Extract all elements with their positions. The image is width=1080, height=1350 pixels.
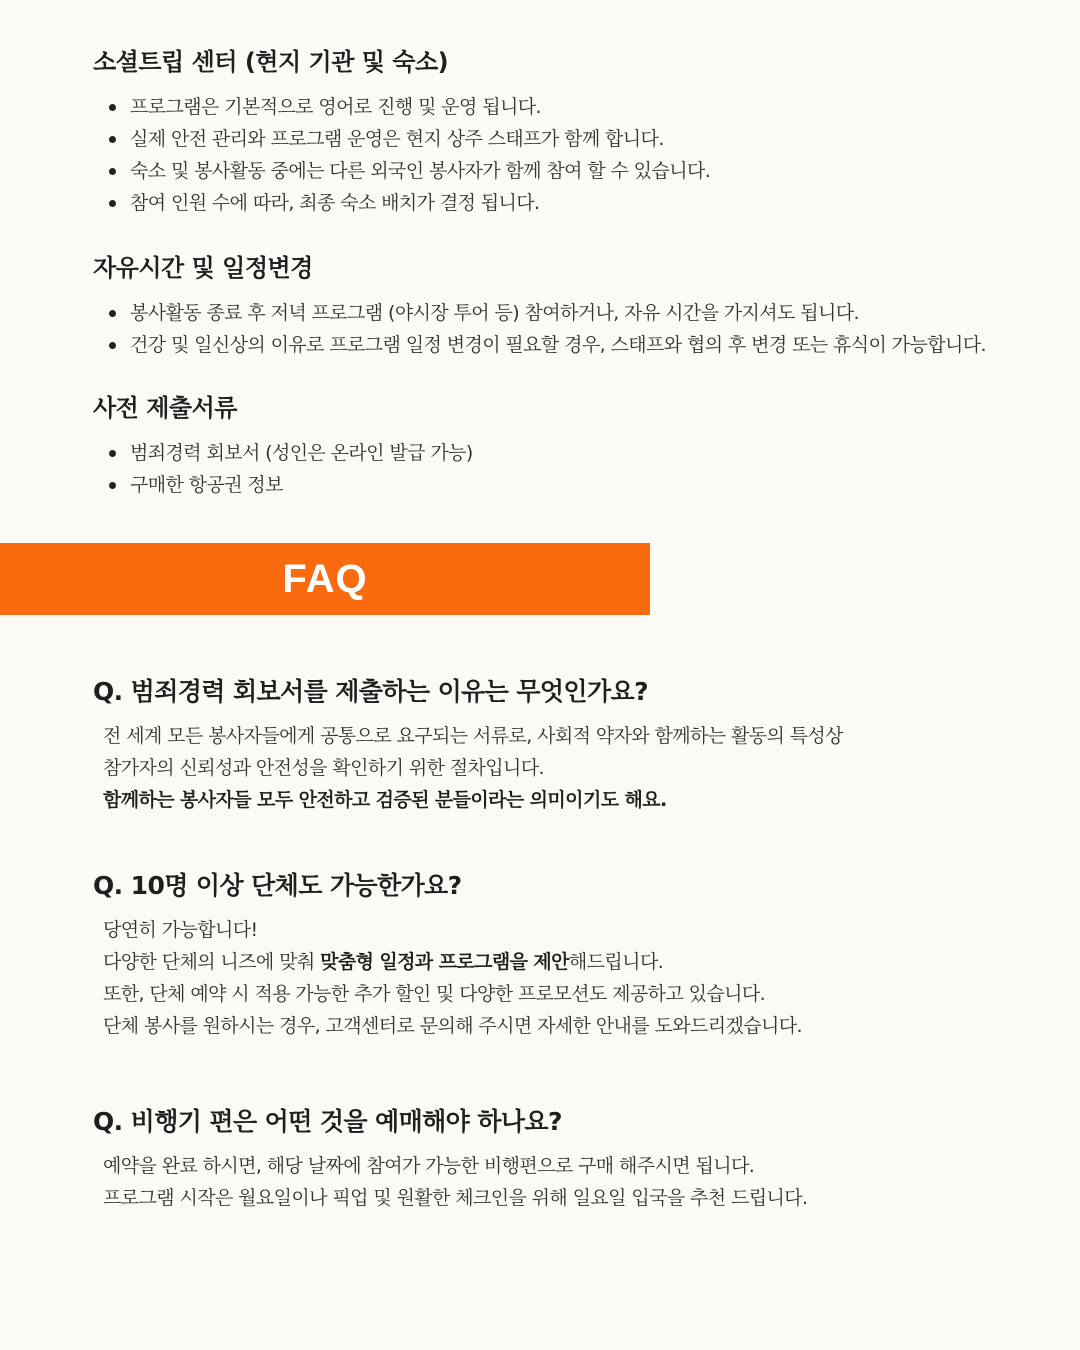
bullet-icon: [109, 342, 116, 349]
faq-answer-line: 또한, 단체 예약 시 적용 가능한 추가 할인 및 다양한 프로모션도 제공하고 있습니다.: [103, 983, 766, 1005]
faq-item: [93, 1102, 1053, 1214]
section-title: 소셜트립 센터 (현지 기관 및 숙소): [93, 48, 449, 76]
faq-answer-line: 전 세계 모든 봉사자들에게 공통으로 요구되는 서류로, 사회적 약자와 함께하는 활동의 특성상: [103, 725, 843, 747]
faq-answer-line: 당연히 가능합니다!: [103, 919, 258, 941]
list-item: [93, 155, 1053, 187]
bullet-icon: [109, 450, 116, 457]
list-item-text: 구매한 항공권 정보: [130, 474, 283, 496]
bullet-icon: [109, 310, 116, 317]
list-item-text: 참여 인원 수에 따라, 최종 숙소 배치가 결정 됩니다.: [130, 192, 540, 214]
faq-answer-text: 해드립니다.: [568, 951, 664, 973]
faq-answer: [103, 914, 1053, 1042]
faq-answer-line: 예약을 완료 하시면, 해당 날짜에 참여가 가능한 비행편으로 구매 해주시면 됩니다.: [103, 1155, 755, 1177]
list-item-text: 숙소 및 봉사활동 중에는 다른 외국인 봉사자가 함께 참여 할 수 있습니다.: [130, 160, 711, 182]
list-item: [93, 329, 1053, 361]
faq-banner-label: FAQ: [282, 556, 368, 601]
bullet-icon: [109, 168, 116, 175]
section-social-trip-center: [93, 42, 1053, 219]
list-item-text: 범죄경력 회보서 (성인은 온라인 발급 가능): [130, 442, 473, 464]
list-item: [93, 469, 1053, 501]
faq-answer-line: 프로그램 시작은 월요일이나 픽업 및 원활한 체크인을 위해 일요일 입국을 추천 드립니다.: [103, 1187, 808, 1209]
bullet-list: [93, 437, 1053, 501]
faq-answer-text: 다양한 단체의 니즈에 맞춰: [103, 951, 321, 973]
faq-question: Q. 비행기 편은 어떤 것을 예매해야 하나요?: [93, 1107, 562, 1136]
list-item: [93, 297, 1053, 329]
faq-answer-line: 참가자의 신뢰성과 안전성을 확인하기 위한 절차입니다.: [103, 757, 544, 779]
section-free-time: [93, 248, 1053, 361]
section-title: 사전 제출서류: [93, 394, 237, 422]
faq-question: Q. 10명 이상 단체도 가능한가요?: [93, 871, 462, 900]
faq-answer-emphasis: 함께하는 봉사자들 모두 안전하고 검증된 분들이라는 의미이기도 해요.: [103, 789, 667, 811]
faq-answer-line: [103, 946, 1053, 978]
list-item-text: 봉사활동 종료 후 저녁 프로그램 (야시장 투어 등) 참여하거나, 자유 시간을 가지셔도 됩니다.: [130, 302, 859, 324]
bullet-icon: [109, 200, 116, 207]
bullet-list: [93, 297, 1053, 361]
list-item: [93, 437, 1053, 469]
faq-answer: [103, 720, 1053, 816]
faq-banner: [0, 543, 650, 615]
faq-question: Q. 범죄경력 회보서를 제출하는 이유는 무엇인가요?: [93, 677, 648, 706]
list-item: [93, 187, 1053, 219]
bullet-list: [93, 91, 1053, 219]
list-item-text: 실제 안전 관리와 프로그램 운영은 현지 상주 스태프가 함께 합니다.: [130, 128, 664, 150]
faq-item: [93, 672, 1053, 816]
faq-item: [93, 866, 1053, 1042]
section-title: 자유시간 및 일정변경: [93, 254, 313, 282]
section-documents: [93, 388, 1053, 501]
faq-answer-emphasis: 맞춤형 일정과 프로그램을 제안: [320, 951, 569, 973]
list-item: [93, 91, 1053, 123]
bullet-icon: [109, 136, 116, 143]
list-item-text: 건강 및 일신상의 이유로 프로그램 일정 변경이 필요할 경우, 스태프와 협의 후 변경 또는 휴식이 가능합니다.: [130, 334, 986, 356]
list-item-text: 프로그램은 기본적으로 영어로 진행 및 운영 됩니다.: [130, 96, 541, 118]
bullet-icon: [109, 104, 116, 111]
list-item: [93, 123, 1053, 155]
faq-answer: [103, 1150, 1053, 1214]
bullet-icon: [109, 482, 116, 489]
faq-answer-line: 단체 봉사를 원하시는 경우, 고객센터로 문의해 주시면 자세한 안내를 도와드리겠습니다.: [103, 1015, 802, 1037]
